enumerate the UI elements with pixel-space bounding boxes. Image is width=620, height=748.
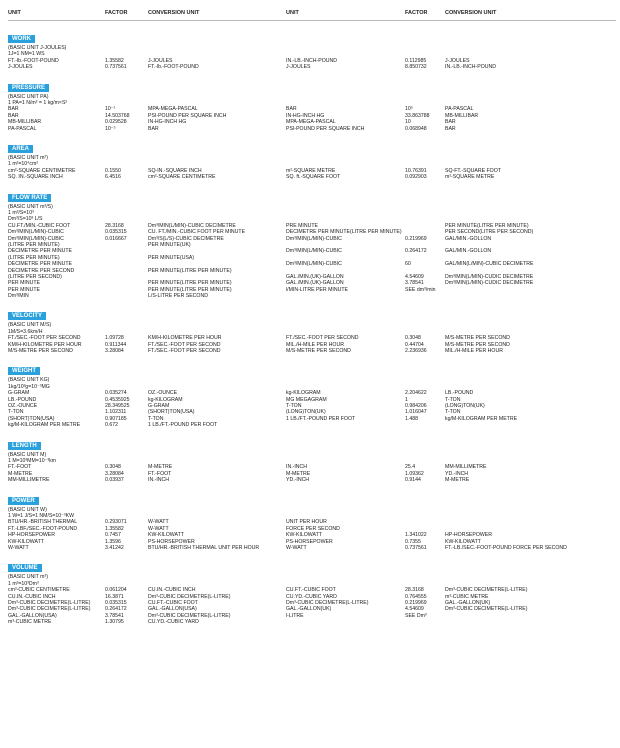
- table-cell: MPA-MEGA-PASCAL: [148, 106, 198, 113]
- table-cell: DECIMETRE PER MINUTE: [8, 261, 72, 268]
- table-cell: SEE dm³/min: [405, 286, 436, 293]
- table-row: [8, 477, 616, 483]
- table-cell: BAR: [8, 106, 19, 113]
- table-row: [8, 126, 616, 132]
- table-cell: 0.068948: [405, 125, 427, 132]
- table-cell: 60: [405, 261, 411, 268]
- table-cell: 1.09362: [405, 470, 424, 477]
- section-title: WEIGHT: [8, 367, 40, 375]
- table-cell: m²-SQUARE METRE: [445, 174, 495, 181]
- table-cell: CU.YD.-CUBIC YARD: [286, 593, 337, 600]
- table-cell: Dm³/MIN(L/MIN)-CUDIC DECIMETRE: [445, 273, 534, 280]
- table-cell: MM-MILLIMETRE: [445, 464, 487, 471]
- table-row: [8, 619, 616, 625]
- table-cell: FT./SEC.-FOOT PER SECOND: [8, 335, 81, 342]
- table-cell: 6.4516: [105, 174, 121, 181]
- table-cell: Dm³-CUBIC DECIMETRE(L-LITRE): [286, 599, 369, 606]
- table-cell: FT./SEC.-FOOT PER SECOND: [148, 348, 221, 355]
- table-cell: (SHORT)TON(USA): [148, 409, 195, 416]
- table-cell: CU.IN.-CUBIC INCH: [148, 587, 196, 594]
- table-cell: FT.-lb.-FOOT-POUND: [148, 64, 199, 71]
- table-cell: IN-HG-INCH HG: [286, 112, 325, 119]
- section-flow-rate: [8, 186, 616, 300]
- table-cell: 28.349525: [105, 403, 130, 410]
- table-cell: 0.7355: [405, 538, 421, 545]
- table-cell: UNIT PER HOUR: [286, 519, 327, 526]
- section-work: [8, 27, 616, 71]
- table-cell: 1.09728: [105, 335, 124, 342]
- table-cell: Dm³/MIN(L/MIN)-CUBIC: [286, 248, 342, 255]
- table-cell: m³-CUBIC METRE: [8, 619, 52, 626]
- table-cell: PER SECOND(LITRE PER SECOND): [445, 229, 534, 236]
- table-cell: 0.7457: [105, 532, 121, 539]
- table-cell: kg/M-KILOGRAM PER METRE: [445, 415, 518, 422]
- table-cell: 0.737561: [405, 544, 427, 551]
- table-cell: Dm³-CUBIC DECIMETRE(L-LITRE): [8, 606, 91, 613]
- conversion-table: [8, 8, 616, 631]
- header-unit-2: UNIT: [286, 10, 299, 16]
- table-cell: 8.850732: [405, 64, 427, 71]
- table-cell: MB-MILLIBAR: [8, 119, 42, 126]
- table-cell: DECIMETRE PER MINUTE: [8, 248, 72, 255]
- table-cell: Dm³/MIN: [8, 293, 29, 300]
- table-cell: (LITRE PER MINUTE): [8, 241, 60, 248]
- table-cell: 0.911344: [105, 341, 127, 348]
- table-cell: 2.236936: [405, 348, 427, 355]
- table-cell: 10: [405, 119, 411, 126]
- section-title: WORK: [8, 35, 35, 43]
- header-conversion-unit: CONVERSION UNIT: [148, 10, 200, 16]
- table-cell: (LONG)TON(UK): [286, 409, 326, 416]
- table-cell: 0.219969: [405, 599, 427, 606]
- table-cell: J-JOULES: [286, 64, 311, 71]
- table-cell: BTU/HR.-BRITISH THERMAL: [8, 519, 78, 526]
- table-cell: KW-KILOWATT: [8, 538, 44, 545]
- table-cell: cm²-SQUARE CENTIMETRE: [148, 174, 216, 181]
- section-power: [8, 489, 616, 552]
- table-cell: J-JOULES: [148, 57, 173, 64]
- table-cell: GAL/MIN.-GOLLON: [445, 248, 492, 255]
- table-cell: 0.984206: [405, 403, 427, 410]
- table-cell: kg/M-KILOGRAM PER METRE: [8, 422, 81, 429]
- section-note: 1 W=1 J/S=1 NM/S=10⁻³KW: [8, 513, 75, 519]
- table-cell: SQ. IN.-SQUARE INCH: [8, 174, 63, 181]
- table-cell: 0.44704: [405, 341, 424, 348]
- table-cell: 1.016047: [405, 409, 427, 416]
- section-weight: [8, 359, 616, 428]
- section-note: 1 m²=10⁴cm²: [8, 161, 39, 168]
- table-cell: 0.4535925: [105, 396, 130, 403]
- section-note: (BASIC UNIT W): [8, 506, 47, 513]
- table-cell: 0.264172: [105, 606, 127, 613]
- table-cell: 16.3871: [105, 593, 124, 600]
- table-cell: PER MINUTE(LITRE PER MINUTE): [148, 267, 232, 274]
- section-title: PRESSURE: [8, 84, 49, 92]
- table-cell: PER MINUTE: [8, 286, 40, 293]
- table-cell: IN.-INCH: [148, 477, 170, 484]
- table-cell: 10⁵: [405, 106, 413, 113]
- table-cell: CU.IN.-CUBIC INCH: [8, 593, 56, 600]
- table-cell: 1.341022: [405, 532, 427, 539]
- table-cell: CU.FT.-CUBIC FOOT: [148, 599, 198, 606]
- table-cell: 4.54609: [405, 273, 424, 280]
- table-cell: 1.3596: [105, 538, 121, 545]
- header-factor: FACTOR: [105, 10, 128, 16]
- table-cell: m²-SQUARE METRE: [286, 167, 336, 174]
- section-length: [8, 434, 616, 484]
- table-cell: PSI-POUND PER SQUARE INCH: [286, 125, 365, 132]
- table-cell: GAL.-GALLON(UK): [286, 606, 332, 613]
- table-cell: 1.102311: [105, 409, 127, 416]
- table-cell: GAL./MIN.(UK)-GALLON: [286, 273, 344, 280]
- table-cell: 0.264172: [405, 248, 427, 255]
- section-note: 1M/S=3.6km/H: [8, 328, 43, 335]
- section-note: (BASIC UNIT KG): [8, 377, 50, 384]
- table-cell: 1 LB./FT.-POUND PER FOOT: [148, 422, 218, 429]
- table-cell: FT.-lb.-FOOT-POUND: [8, 57, 59, 64]
- table-cell: kg-KILOGRAM: [148, 396, 183, 403]
- table-cell: 0.035315: [105, 599, 127, 606]
- table-cell: PSI-POUND PER SQUARE INCH: [148, 112, 227, 119]
- table-cell: T-TON: [148, 415, 164, 422]
- table-cell: DECIMETRE PER MINUTE(LITRE PER MINUTE): [286, 229, 402, 236]
- section-note: (BASIC UNIT m³): [8, 574, 48, 581]
- table-cell: 3.78541: [405, 280, 424, 287]
- table-cell: OZ.-OUNCE: [8, 403, 38, 410]
- table-cell: CU.YD.-CUBIC YARD: [148, 619, 199, 626]
- table-cell: 0.1550: [105, 167, 121, 174]
- table-cell: GAL/MIN(L/MIN)-CUBIC DECIMETRE: [445, 261, 534, 268]
- table-cell: IN.-LB.-INCH-POUND: [286, 57, 338, 64]
- section-note: 1kg/10³g=10⁻³MG: [8, 383, 50, 390]
- table-cell: 2.204622: [405, 390, 427, 397]
- section-note: (BASIC UNIT M/S): [8, 322, 52, 329]
- table-cell: HP-HORSEPOWER: [8, 532, 55, 539]
- table-cell: 3.78541: [105, 612, 124, 619]
- table-cell: 4.54609: [405, 606, 424, 613]
- table-cell: M/S-METRE PER SECOND: [445, 335, 510, 342]
- table-cell: kg-KILOGRAM: [286, 390, 321, 397]
- table-cell: PER MINUTE(LITRE PER MINUTE): [148, 286, 232, 293]
- section-note: (BASIC UNIT PA): [8, 93, 49, 100]
- table-cell: 33.863788: [405, 112, 430, 119]
- table-cell: PA-PASCAL: [8, 125, 37, 132]
- table-cell: DECIMETRE PER SECOND: [8, 267, 75, 274]
- table-cell: GAL.-GALLON(UK): [445, 599, 491, 606]
- table-cell: Dm³/MIN(L/MIN)-CUBIC: [8, 229, 64, 236]
- table-cell: M/S-METRE PER SECOND: [8, 348, 73, 355]
- table-cell: J-JOULES: [445, 57, 470, 64]
- table-cell: 14.503768: [105, 112, 130, 119]
- sections: [8, 27, 616, 626]
- table-row: [8, 293, 616, 299]
- table-cell: BAR: [286, 106, 297, 113]
- table-cell: 3.28084: [105, 348, 124, 355]
- section-note: (BASIC UNIT m³/S): [8, 203, 53, 210]
- table-cell: CU.FT.-CUBIC FOOT: [286, 587, 336, 594]
- table-cell: (SHORT)TON(USA): [8, 415, 55, 422]
- table-cell: MIL./H-MILE PER HOUR: [286, 341, 344, 348]
- table-cell: T-TON: [445, 409, 461, 416]
- table-cell: 1.35582: [105, 525, 124, 532]
- table-cell: 0.035274: [105, 390, 127, 397]
- table-cell: 0.293071: [105, 519, 127, 526]
- table-cell: 1.30795: [105, 619, 124, 626]
- table-cell: MB-MILLIBAR: [445, 112, 479, 119]
- section-title: VELOCITY: [8, 312, 46, 320]
- table-cell: M/S-METRE PER SECOND: [445, 341, 510, 348]
- header-factor-2: FACTOR: [405, 10, 428, 16]
- section-note: 1J=1 NM=1 WS: [8, 51, 45, 58]
- table-cell: M-METRE: [286, 470, 311, 477]
- section-title: LENGTH: [8, 442, 41, 450]
- section-title: VOLUME: [8, 564, 42, 572]
- table-cell: L/S-LITRE PER SECOND: [148, 293, 208, 300]
- table-cell: BAR: [445, 125, 456, 132]
- table-cell: cm³-CUBIC CENTIMETRE: [8, 587, 70, 594]
- table-cell: 0.035315: [105, 229, 127, 236]
- table-cell: BAR: [8, 112, 19, 119]
- table-cell: PS-HORSEPOWER: [148, 538, 195, 545]
- table-cell: M-METRE: [148, 464, 173, 471]
- table-cell: GAL.-GALLON(USA): [148, 606, 197, 613]
- table-cell: T-TON: [286, 403, 302, 410]
- section-note: (BASIC UNIT J-JOULES): [8, 45, 67, 51]
- table-cell: KM/H-KILOMETRE PER HOUR: [8, 341, 82, 348]
- table-cell: T-TON: [8, 409, 24, 416]
- section-title: AREA: [8, 145, 33, 153]
- table-cell: 3.41242: [105, 544, 124, 551]
- table-cell: SQ-IN.-SQUARE INCH: [148, 167, 202, 174]
- table-cell: FORCE PER SECOND: [286, 525, 340, 532]
- table-cell: FT./SEC.-FOOT PER SECOND: [286, 335, 359, 342]
- table-cell: GAL/MIN.-GOLLON: [445, 235, 492, 242]
- table-cell: MIL./H-MILE PER HOUR: [445, 348, 503, 355]
- table-cell: Dm³/MIN(L/MIN)-CUBIC DECIMETRE: [148, 222, 236, 229]
- table-cell: 0.029528: [105, 119, 127, 126]
- table-cell: FT.-FOOT: [148, 470, 172, 477]
- table-cell: FT.-LB./SEC.-FOOT-POUND FORCE PER SECOND: [445, 544, 567, 551]
- section-note: 1 m³/S=10³: [8, 209, 34, 216]
- table-cell: PER MINUTE(USA): [148, 254, 195, 261]
- table-cell: PRE MINUTE: [286, 222, 318, 229]
- table-cell: 1: [405, 396, 408, 403]
- table-cell: CU.FT./MIN.-CUBIC FOOT: [8, 222, 71, 229]
- table-cell: IN.-INCH: [286, 464, 308, 471]
- table-cell: 3.28084: [105, 470, 124, 477]
- table-cell: 1.35582: [105, 57, 124, 64]
- table-cell: 1.488: [405, 415, 418, 422]
- table-cell: PER MINUTE: [8, 280, 40, 287]
- table-cell: Dm³-CUBIC DECIMETRE(L-LITRE): [445, 606, 528, 613]
- table-cell: l/MIN-LITRE PER MINUTE: [286, 286, 348, 293]
- section-note: 1 m³=10³Dm³: [8, 580, 39, 587]
- table-cell: HP-HORSEPOWER: [445, 532, 492, 539]
- table-cell: 0.672: [105, 422, 118, 429]
- table-cell: GAL.-GALLON(USA): [8, 612, 57, 619]
- section-note: (BASIC UNIT M): [8, 451, 47, 458]
- table-cell: FT.-LBF./SEC.-FOOT-POUND: [8, 525, 78, 532]
- section-note: 1 M=10³MM=10⁻³km: [8, 458, 56, 465]
- table-cell: YD.-INCH: [445, 470, 469, 477]
- table-cell: LB.-POUND: [445, 390, 474, 397]
- table-cell: 10⁻¹: [105, 106, 116, 113]
- table-cell: 28.3168: [405, 587, 424, 594]
- table-cell: Dm³/MIN(L/MIN)-CUBIC: [8, 235, 64, 242]
- table-row: [8, 545, 616, 551]
- table-cell: 1 LB./FT.-POUND PER FOOT: [286, 415, 356, 422]
- table-cell: cm²-SQUARE CENTIMETRE: [8, 167, 76, 174]
- table-cell: IN-HG-INCH HG: [148, 119, 187, 126]
- table-cell: Dm³-CUBIC DECIMETRE(L-LITRE): [445, 587, 528, 594]
- table-cell: G-GRAM: [148, 403, 170, 410]
- section-note: Dm³/S=10³ L/S: [8, 216, 43, 223]
- table-cell: FT.-FOOT: [8, 464, 32, 471]
- table-cell: LB.-POUND: [8, 396, 37, 403]
- section-volume: [8, 556, 616, 625]
- table-cell: 0.764555: [405, 593, 427, 600]
- table-header: [8, 8, 616, 21]
- table-cell: Dm³-CUBIC DECIMETRE(L-LITRE): [148, 593, 231, 600]
- section-note: (BASIC UNIT m²): [8, 154, 48, 161]
- header-conversion-unit-2: CONVERSION UNIT: [445, 10, 497, 16]
- section-title: FLOW RATE: [8, 194, 51, 202]
- table-cell: 10⁻⁵: [105, 125, 116, 132]
- table-cell: (LONG)TON(UK): [445, 403, 485, 410]
- table-cell: BAR: [445, 119, 456, 126]
- table-row: [8, 348, 616, 354]
- table-cell: (LITRE PER SECOND): [8, 273, 62, 280]
- table-cell: W-WATT: [8, 544, 29, 551]
- table-cell: PER MINUTE(LITRE PER MINUTE): [445, 222, 529, 229]
- table-cell: MPA-MEGA-PASCAL: [286, 119, 336, 126]
- table-cell: KW-KILOWATT: [286, 532, 322, 539]
- table-cell: 0.03937: [105, 477, 124, 484]
- table-cell: 10.76391: [405, 167, 427, 174]
- table-cell: M-METRE: [445, 477, 470, 484]
- section-area: [8, 137, 616, 181]
- table-cell: 28.3168: [105, 222, 124, 229]
- table-cell: M-METRE: [8, 470, 33, 477]
- table-cell: 0.9144: [405, 477, 421, 484]
- table-cell: GAL./MIN.(UK)-GALLON: [286, 280, 344, 287]
- table-cell: CU. FT./MIN.-CUBIC FOOT PER MINUTE: [148, 229, 246, 236]
- table-cell: KW-KILOWATT: [445, 538, 481, 545]
- table-cell: J-JOULES: [8, 64, 33, 71]
- table-cell: 0.092903: [405, 174, 427, 181]
- section-title: POWER: [8, 497, 39, 505]
- table-cell: T-TON: [445, 396, 461, 403]
- table-row: [8, 64, 616, 70]
- table-cell: Dm³/S(L/S)-CUBIC DECIMETRE: [148, 235, 224, 242]
- table-row: [8, 174, 616, 180]
- table-cell: BTU/HR.-BRITISH THERMAL UNIT PER HOUR: [148, 544, 260, 551]
- table-cell: PER MINUTE(LITRE PER MINUTE): [148, 280, 232, 287]
- table-cell: MG MEGAGRAM: [286, 396, 327, 403]
- table-cell: m³-CUBIC METRE: [445, 593, 489, 600]
- table-cell: (LITRE PER MINUTE): [8, 254, 60, 261]
- table-cell: PA-PASCAL: [445, 106, 474, 113]
- table-cell: M/S-METRE PER SECOND: [286, 348, 351, 355]
- table-cell: 0.3048: [405, 335, 421, 342]
- table-cell: 0.061204: [105, 587, 127, 594]
- table-cell: G-GRAM: [8, 390, 30, 397]
- table-cell: YD.-INCH: [286, 477, 310, 484]
- table-cell: 0.3048: [105, 464, 121, 471]
- table-cell: l-LITRE: [286, 612, 304, 619]
- table-cell: 0.219969: [405, 235, 427, 242]
- table-cell: MM-MILLIMETRE: [8, 477, 50, 484]
- table-cell: SQ. ft.-SQUARE FOOT: [286, 174, 341, 181]
- table-cell: PER MINUTE(UK): [148, 241, 191, 248]
- table-cell: 0.016667: [105, 235, 127, 242]
- section-note: 1 PA=1 N/m² = 1 kg/m×S²: [8, 100, 68, 106]
- table-cell: KW-KILOWATT: [148, 532, 184, 539]
- table-cell: KM/H-KILOMETRE PER HOUR: [148, 335, 222, 342]
- section-pressure: [8, 76, 616, 132]
- table-cell: 0.737561: [105, 64, 127, 71]
- section-velocity: [8, 304, 616, 354]
- table-cell: Dm³/MIN(L/MIN)-CUBIC: [286, 261, 342, 268]
- table-cell: 25.4: [405, 464, 416, 471]
- table-cell: IN.-LB.-INCH-POUND: [445, 64, 497, 71]
- table-cell: 0.112985: [405, 57, 427, 64]
- table-cell: OZ.-OUNCE: [148, 390, 178, 397]
- table-cell: SQ-FT.-SQUARE FOOT: [445, 167, 501, 174]
- table-cell: Dm³-CUBIC DECIMETRE(L-LITRE): [8, 599, 91, 606]
- table-cell: W-WATT: [148, 519, 169, 526]
- table-cell: PS-HORSEPOWER: [286, 538, 333, 545]
- table-cell: SEE Dm³: [405, 612, 427, 619]
- header-unit: UNIT: [8, 10, 21, 16]
- table-cell: W-WATT: [148, 525, 169, 532]
- table-cell: BAR: [148, 125, 159, 132]
- table-cell: FT./SEC.-FOOT PER SECOND: [148, 341, 221, 348]
- table-cell: W-WATT: [286, 544, 307, 551]
- table-cell: Dm³/MIN(L/MIN)-CUDIC DECIMETRE: [445, 280, 534, 287]
- table-cell: 0.907185: [105, 415, 127, 422]
- table-cell: Dm³-CUBIC DECIMETRE(L-LITRE): [148, 612, 231, 619]
- table-row: [8, 422, 616, 428]
- table-cell: Dm³/MIN(L/MIN)-CUBIC: [286, 235, 342, 242]
